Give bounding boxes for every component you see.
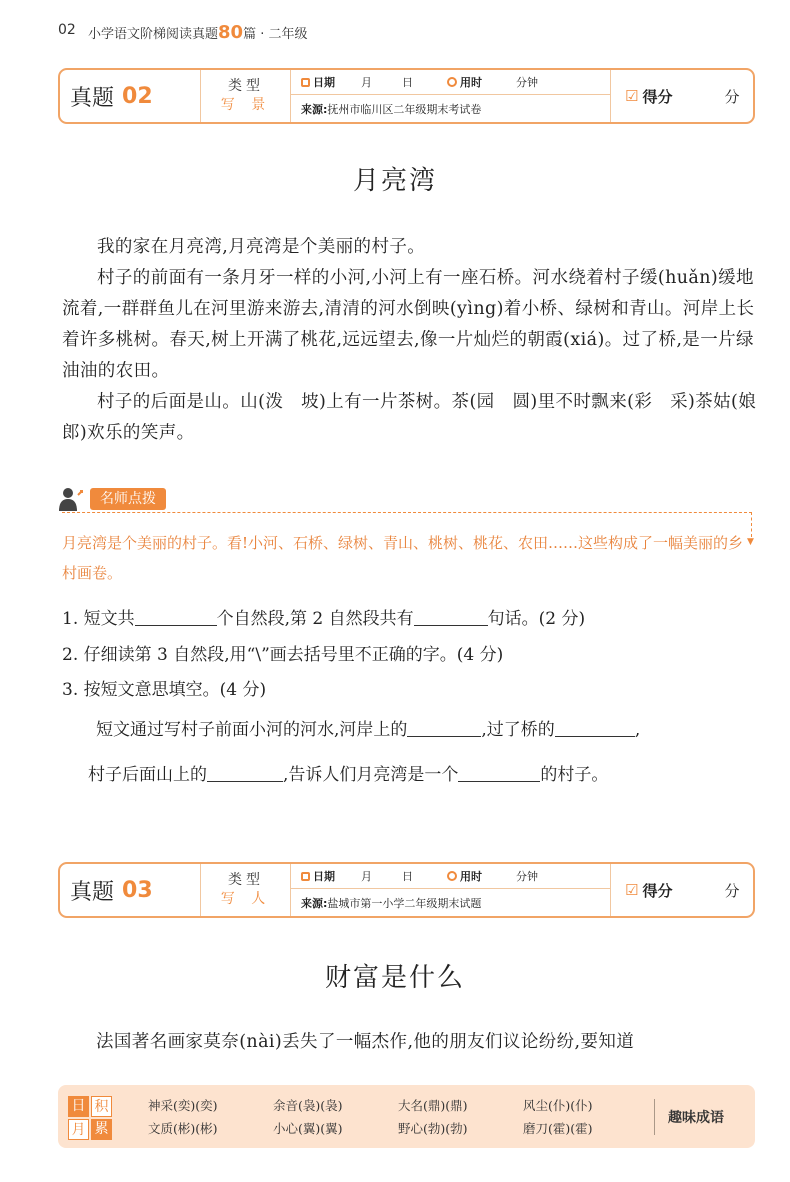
answer-blank[interactable] <box>458 763 540 782</box>
date-day: 日 <box>402 870 413 883</box>
clock-icon <box>447 871 457 881</box>
idiom-grid: 日 积 月 累 <box>68 1096 112 1140</box>
time-minutes: 分钟 <box>516 870 538 883</box>
article-body <box>62 232 775 449</box>
time-minutes: 分钟 <box>516 76 538 89</box>
exam-title: 真题 02 <box>70 83 153 111</box>
page-number: 02 <box>58 22 76 38</box>
exam-source: 盐城市第一小学二年级期末试题 <box>327 896 482 910</box>
idiom-item: 神采(奕)(奕) <box>148 1098 218 1113</box>
answer-blank[interactable] <box>414 607 488 626</box>
checkbox-icon: ☑ <box>625 881 639 899</box>
tip-badge: 名师点拨 <box>90 488 166 510</box>
exam-info-box <box>58 68 755 124</box>
question-3: 3. 按短文意思填空。(4 分) <box>62 680 267 700</box>
tip-text: 月亮湾是个美丽的村子。看!小河、石桥、绿树、青山、桃树、桃花、农田……这些构成了一幅美丽的乡村画卷。 <box>62 534 744 582</box>
idiom-item: 野心(勃)(勃) <box>398 1121 468 1136</box>
answer-blank[interactable] <box>407 718 481 737</box>
score-area: ☑ 得分 分 <box>610 864 754 916</box>
answer-blank[interactable] <box>207 763 283 782</box>
exam-meta: 日期 月 日 用时 分钟 来源: 抚州市临川区二年级期末考试卷 <box>290 70 611 122</box>
footer-label: 趣味成语 <box>668 1110 724 1126</box>
arrow-down-icon: ▼ <box>747 537 754 547</box>
date-month: 月 <box>361 76 372 89</box>
exam-info-box <box>58 862 755 918</box>
idiom-item: 文质(彬)(彬) <box>148 1121 218 1136</box>
question-3-line-2: 村子后面山上的 ,告诉人们月亮湾是一个 的村子。 <box>88 765 609 785</box>
article-first-line: 法国著名画家莫奈(nài)丢失了一幅杰作,他的朋友们议论纷纷,要知道 <box>96 1032 635 1052</box>
idiom-item: 风尘(仆)(仆) <box>523 1098 593 1113</box>
score-area: ☑ 得分 分 <box>610 70 754 122</box>
calendar-icon <box>301 872 310 881</box>
date-day: 日 <box>402 76 413 89</box>
article-title: 财富是什么 <box>324 963 465 993</box>
answer-blank[interactable] <box>555 718 635 737</box>
idiom-item: 大名(鼎)(鼎) <box>398 1098 468 1113</box>
idiom-item: 磨刀(霍)(霍) <box>523 1121 593 1136</box>
checkbox-icon: ☑ <box>625 87 639 105</box>
idiom-item: 余音(袅)(袅) <box>273 1098 343 1113</box>
question-2: 2. 仔细读第 3 自然段,用“\”画去括号里不正确的字。(4 分) <box>62 645 504 665</box>
exam-type: 类型 写 人 <box>200 864 291 916</box>
paragraph: 我的家在月亮湾,月亮湾是个美丽的村子。 <box>97 237 426 257</box>
question-1: 1. 短文共 个自然段,第 2 自然段共有 句话。(2 分) <box>62 609 586 629</box>
paragraph: 村子的后面是山。山(泼 坡)上有一片茶树。茶(园 圆)里不时飘来(彩 采)茶姑(娘 郎)欢乐的笑声。 <box>62 392 775 443</box>
question-3-line-1: 短文通过写村子前面小河的河水,河岸上的 ,过了桥的 , <box>96 720 641 740</box>
answer-blank[interactable] <box>135 607 217 626</box>
article-title: 月亮湾 <box>352 166 437 196</box>
paragraph: 村子的前面有一条月牙一样的小河,小河上有一座石桥。河水绕着村子缓(huǎn)缓地流着,一群群鱼儿在河里游来游去,清清的河水倒映(yìng)着小桥、绿树和青山。河岸上长着许多桃树。春天,树上开满了桃花,远远望去,像一片灿烂的朝霞(xiá)。过了桥,是一片绿油油的农田。 <box>62 268 755 381</box>
exam-source: 抚州市临川区二年级期末考试卷 <box>327 102 482 116</box>
date-month: 月 <box>361 870 372 883</box>
exam-type: 类型 写 景 <box>200 70 291 122</box>
book-title: 小学语文阶梯阅读真题80篇 · 二年级 <box>88 22 308 43</box>
exam-title: 真题 03 <box>70 877 153 905</box>
clock-icon <box>447 77 457 87</box>
idiom-footer <box>58 1085 755 1148</box>
exam-meta: 日期 月 日 用时 分钟 来源: 盐城市第一小学二年级期末试题 <box>290 864 611 916</box>
calendar-icon <box>301 78 310 87</box>
idiom-item: 小心(翼)(翼) <box>273 1121 343 1136</box>
teacher-icon <box>58 487 84 511</box>
divider <box>654 1099 655 1135</box>
